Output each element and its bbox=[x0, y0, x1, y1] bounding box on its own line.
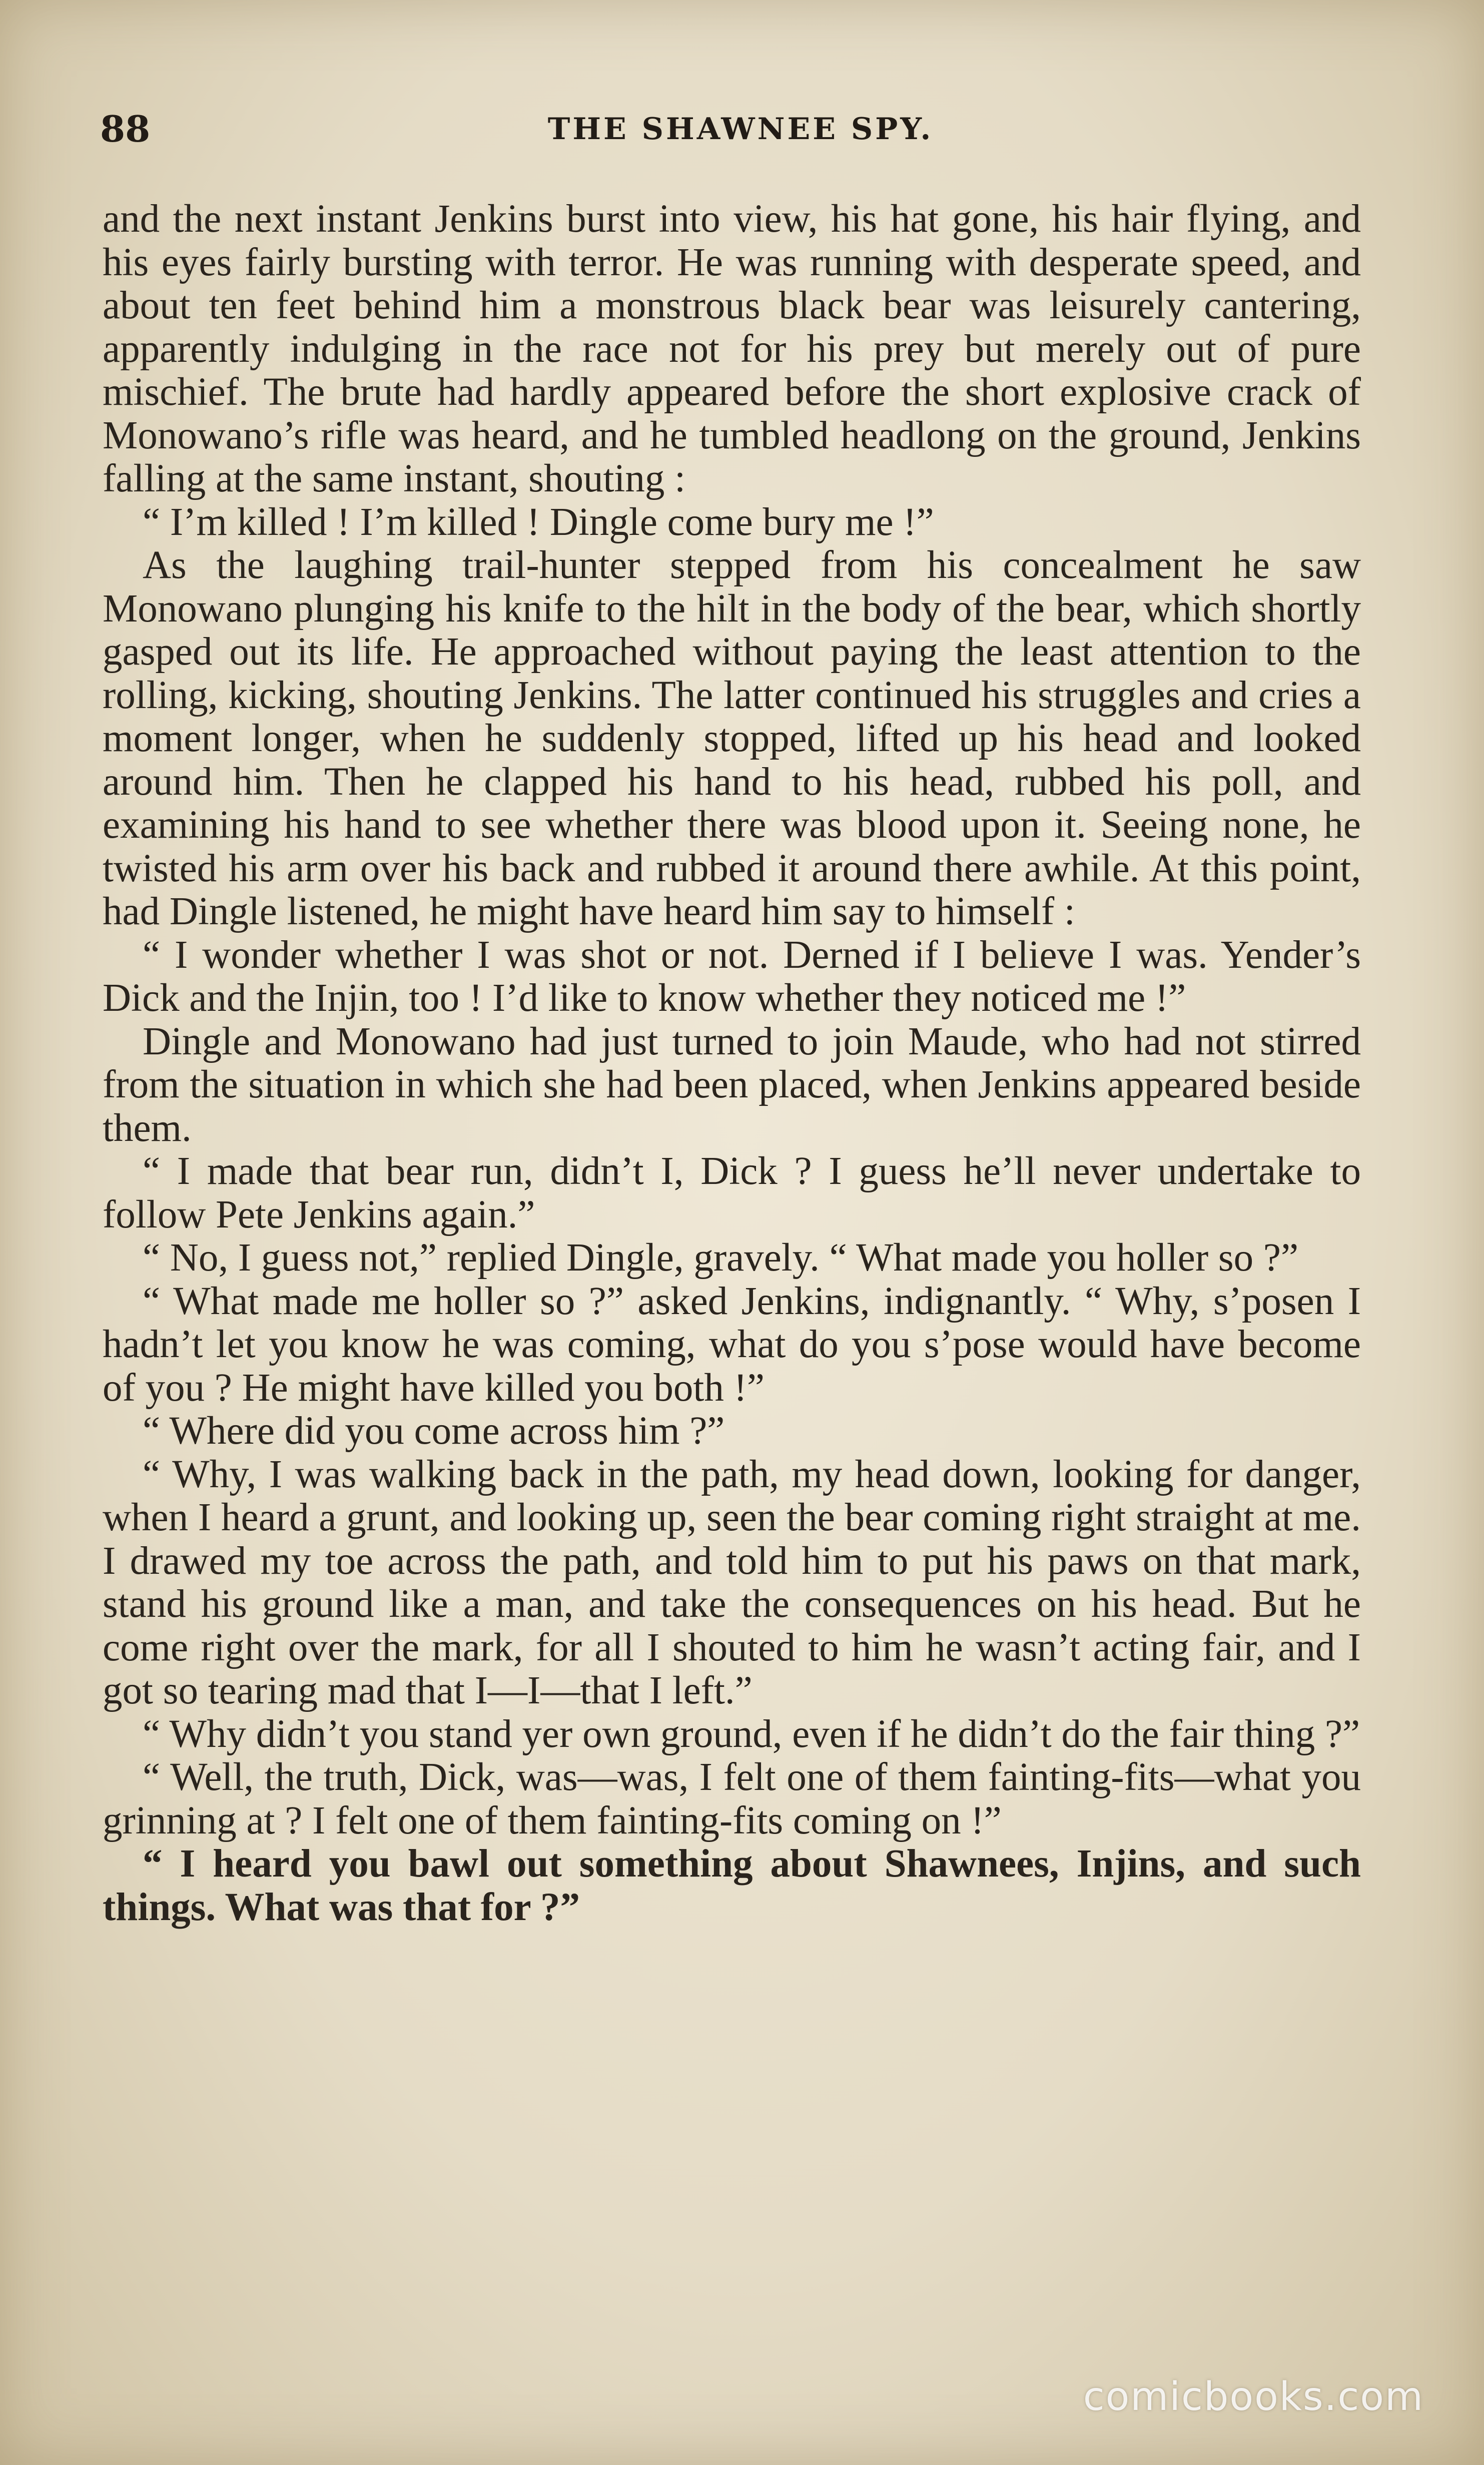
watermark: comicbooks.com bbox=[1083, 2374, 1424, 2419]
paragraph: As the laughing trail-hunter stepped from his concealment he saw Monowano plunging his knife to the hilt in the body of the bear, which shortly gasped out its life. He approached without paying the least attention to the rolling, kicking, shouting Jenkins. The latter continued his struggles and cries a moment longer, when he suddenly stopped, lifted up his head and looked around him. Then he clapped his hand to his head, rubbed his poll, and examining his hand to see whether there was blood upon it. Seeing none, he twisted his arm over his back and rubbed it around there awhile. At this point, had Dingle listened, he might have heard him say to himself : bbox=[103, 543, 1361, 933]
paragraph: and the next instant Jenkins burst into view, his hat gone, his hair flying, and his eyes fairly bursting with terror. He was running with desperate speed, and about ten feet behind him a monstrous black bear was leisurely cantering, apparently indulging in the race not for his prey but merely out of pure mischief. The brute had hardly appeared before the short explosive crack of Monowano’s rifle was heard, and he tumbled headlong on the ground, Jenkins falling at the same instant, shouting : bbox=[103, 197, 1361, 500]
body-text bbox=[103, 198, 1361, 2349]
paragraph: “ I’m killed ! I’m killed ! Dingle come bury me !” bbox=[143, 500, 934, 544]
paragraph: “ Why, I was walking back in the path, my head down, looking for danger, when I heard a grunt, and looking up, seen the bear coming right straight at me. I drawed my toe across the path, and told him to put his paws on that mark, stand his ground like a man, and take the consequences on his head. But he come right over the mark, for all I shouted to him he wasn’t acting fair, and I got so tearing mad that I—I—that I left.” bbox=[103, 1452, 1361, 1712]
paragraph: “ I wonder whether I was shot or not. Derned if I believe I was. Yender’s Dick and the Injin, too ! I’d like to know whether they noticed me !” bbox=[103, 933, 1361, 1020]
paragraph: “ No, I guess not,” replied Dingle, gravely. “ What made you holler so ?” bbox=[143, 1236, 1299, 1280]
paragraph: “ What made me holler so ?” asked Jenkins, indignantly. “ Why, s’posen I hadn’t let you know he was coming, what do you s’pose would have become of you ? He might have killed you both !” bbox=[103, 1279, 1361, 1410]
page-header bbox=[100, 108, 1381, 163]
paragraph: “ Where did you come across him ?” bbox=[143, 1409, 725, 1453]
paragraph: “ Why didn’t you stand yer own ground, even if he didn’t do the fair thing ?” bbox=[143, 1712, 1360, 1756]
page-number: 88 bbox=[100, 108, 151, 150]
paragraph: “ I made that bear run, didn’t I, Dick ? I guess he’ll never undertake to follow Pete Jenkins again.” bbox=[103, 1149, 1361, 1237]
running-head: THE SHAWNEE SPY. bbox=[547, 112, 934, 147]
paragraph: “ Well, the truth, Dick, was—was, I felt one of them fainting-fits—what you grinning at ? I felt one of them fainting-fits coming on !” bbox=[103, 1755, 1361, 1842]
paragraph: “ I heard you bawl out something about Shawnees, Injins, and such things. What was that for ?” bbox=[103, 1842, 1361, 1929]
paragraph: Dingle and Monowano had just turned to join Maude, who had not stirred from the situation in which she had been placed, when Jenkins appeared beside them. bbox=[103, 1019, 1361, 1150]
